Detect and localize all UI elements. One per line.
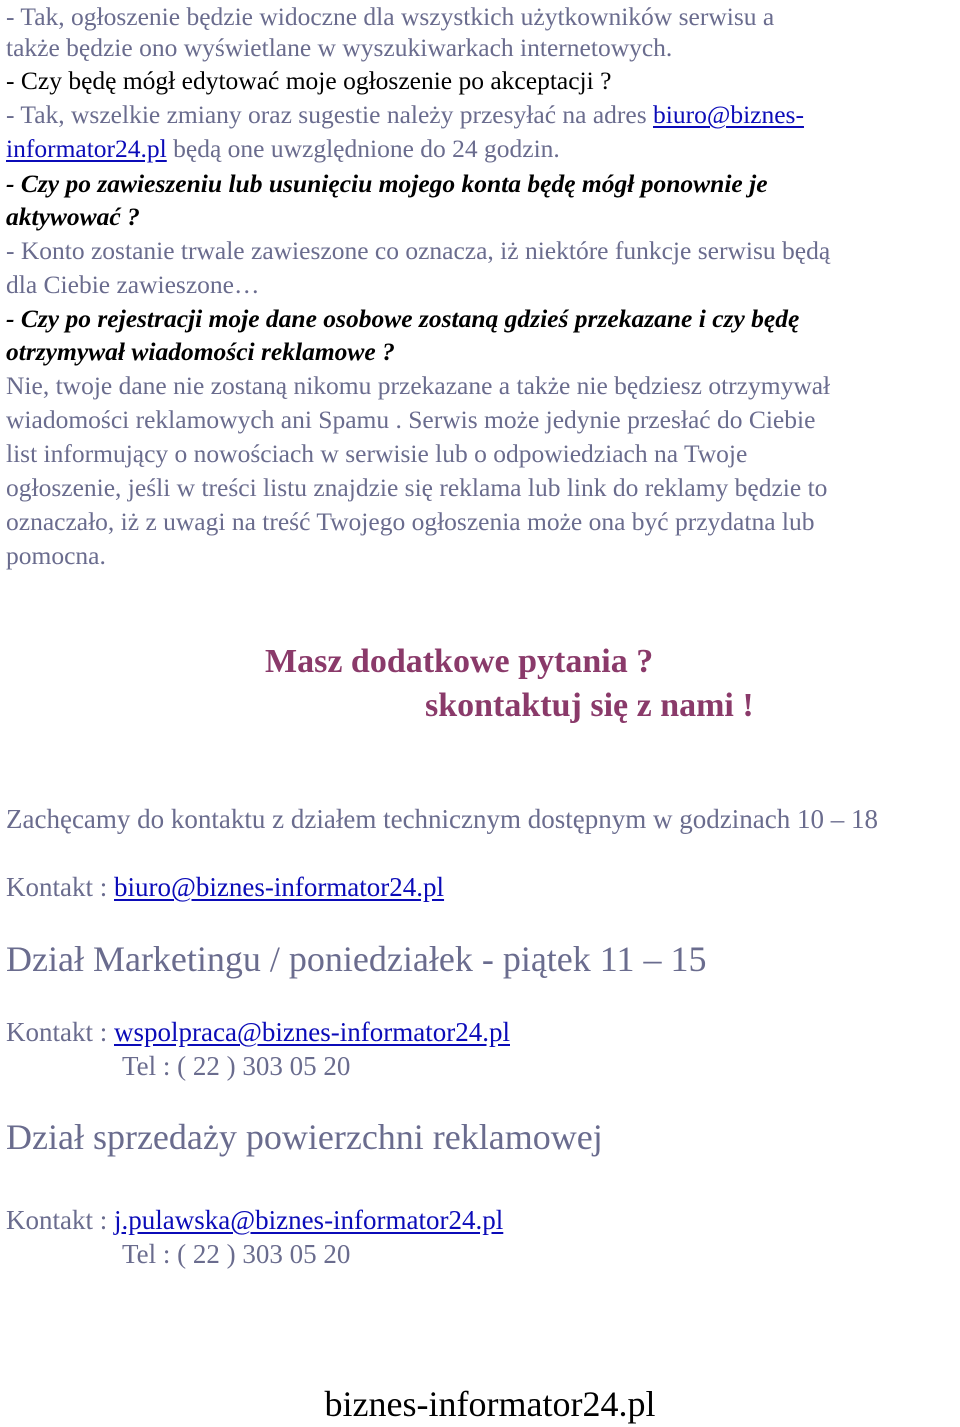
- contact-label: Kontakt :: [6, 872, 114, 902]
- answer-3-line-2: dla Ciebie zawieszone…: [6, 270, 260, 299]
- sales-email-link[interactable]: j.pulawska@biznes-informator24.pl: [114, 1205, 504, 1235]
- sales-phone: Tel : ( 22 ) 303 05 20: [122, 1239, 351, 1269]
- answer-2-line-1: [6, 98, 804, 131]
- answer-1-line-2: także będzie ono wyświetlane w wyszukiwarkach internetowych.: [6, 33, 673, 62]
- technical-contact-row: [6, 870, 444, 904]
- question-3-line-2: aktywować ?: [6, 202, 140, 231]
- answer-4-line-3: list informujący o nowościach w serwisie lub o odpowiedziach na Twoje: [6, 439, 748, 468]
- answer-4-line-6: pomocna.: [6, 541, 106, 570]
- answer-2-suffix: będą one uwzględnione do 24 godzin.: [166, 134, 560, 163]
- question-2: - Czy będę mógł edytować moje ogłoszenie po akceptacji ?: [6, 66, 612, 95]
- technical-email-link[interactable]: biuro@biznes-informator24.pl: [114, 872, 445, 902]
- biuro-email-link-part-2[interactable]: informator24.pl: [6, 134, 167, 163]
- sales-contact-row: [6, 1203, 503, 1237]
- cta-contact-us: skontaktuj się z nami !: [425, 687, 754, 724]
- answer-2-line-2: [6, 132, 560, 165]
- contact-label: Kontakt :: [6, 1017, 114, 1047]
- answer-1-line-1: - Tak, ogłoszenie będzie widoczne dla wszystkich użytkowników serwisu a: [6, 2, 775, 31]
- answer-2-prefix: - Tak, wszelkie zmiany oraz sugestie należy przesyłać na adres: [6, 100, 654, 129]
- answer-4-line-5: oznaczało, iż z uwagi na treść Twojego ogłoszenia może ona być przydatna lub: [6, 507, 815, 536]
- footer-site-name: biznes-informator24.pl: [324, 1384, 656, 1424]
- cta-question: Masz dodatkowe pytania ?: [265, 643, 654, 680]
- answer-4-line-2: wiadomości reklamowych ani Spamu . Serwis może jedynie przesłać do Ciebie: [6, 405, 816, 434]
- question-4-line-1: - Czy po rejestracji moje dane osobowe zostaną gdzieś przekazane i czy będę: [6, 304, 800, 333]
- marketing-department-title: Dział Marketingu / poniedziałek - piątek 11 – 15: [6, 939, 707, 979]
- answer-4-line-1: Nie, twoje dane nie zostaną nikomu przekazane a także nie będziesz otrzymywał: [6, 371, 831, 400]
- contact-label: Kontakt :: [6, 1205, 114, 1235]
- biuro-email-link-part-1[interactable]: biuro@biznes-: [653, 100, 804, 129]
- question-3-line-1: - Czy po zawieszeniu lub usunięciu mojego konta będę mógł ponownie je: [6, 169, 768, 198]
- answer-4-line-4: ogłoszenie, jeśli w treści listu znajdzie się reklama lub link do reklamy będzie to: [6, 473, 828, 502]
- marketing-email-link[interactable]: wspolpraca@biznes-informator24.pl: [114, 1017, 510, 1047]
- marketing-phone: Tel : ( 22 ) 303 05 20: [122, 1051, 351, 1081]
- sales-department-title: Dział sprzedaży powierzchni reklamowej: [6, 1117, 603, 1157]
- answer-3-line-1: - Konto zostanie trwale zawieszone co oznacza, iż niektóre funkcje serwisu będą: [6, 236, 831, 265]
- technical-support-intro: Zachęcamy do kontaktu z działem technicznym dostępnym w godzinach 10 – 18: [6, 804, 878, 834]
- question-4-line-2: otrzymywał wiadomości reklamowe ?: [6, 337, 395, 366]
- marketing-contact-row: [6, 1015, 510, 1049]
